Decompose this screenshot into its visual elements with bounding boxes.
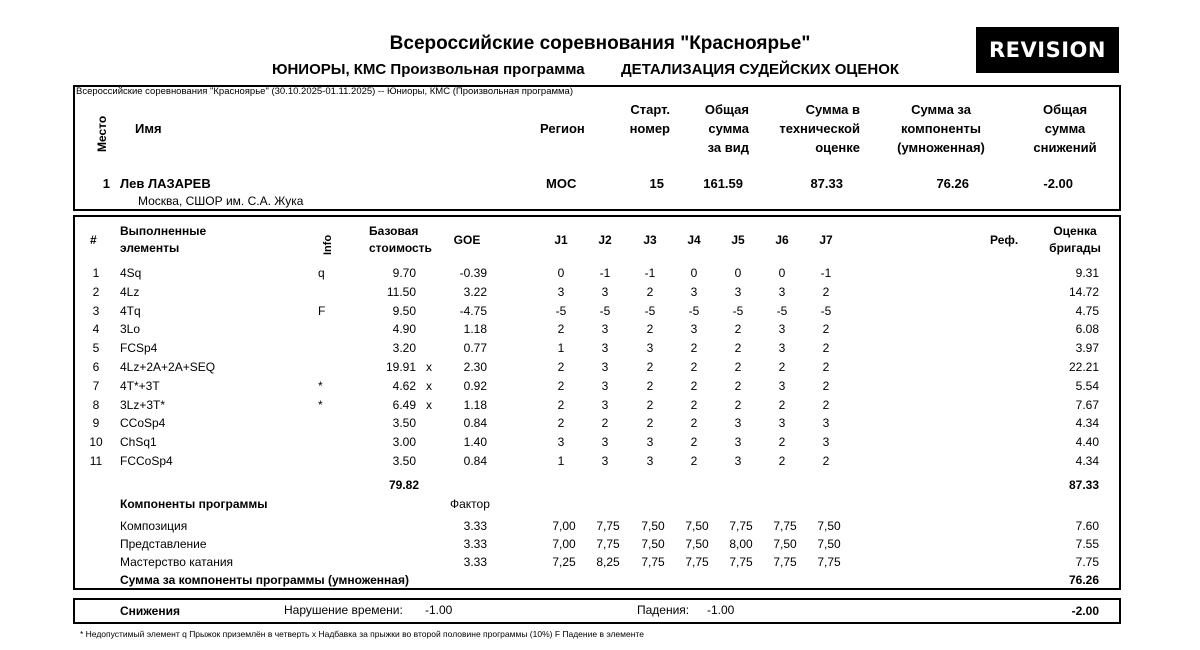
element-panel-score: 4.34: [1075, 416, 1099, 431]
element-judge-score: 3: [734, 284, 742, 299]
component-judge-score: 7,25: [552, 555, 576, 569]
element-info: *: [318, 378, 323, 393]
element-judge-score: 2: [557, 360, 565, 374]
element-panel-score: 3.97: [1075, 341, 1099, 356]
element-code: 3Lo: [120, 322, 141, 337]
element-judge-score: 3: [690, 284, 698, 299]
element-judge-score: 2: [690, 397, 698, 412]
element-code: ChSq1: [120, 435, 157, 450]
element-code: FCCoSp4: [120, 454, 173, 468]
element-judge-score: 2: [646, 416, 654, 431]
falls-label: Падения:: [637, 603, 690, 617]
component-judge-score: 7,50: [641, 519, 665, 533]
element-judge-score: 2: [646, 322, 654, 337]
element-judge-score: 2: [734, 360, 742, 374]
element-judge-score: 2: [690, 454, 698, 468]
element-judge-score: 2: [690, 360, 698, 374]
time-violation-label: Нарушение времени:: [284, 603, 403, 617]
category-title: ЮНИОРЫ, КМС Произвольная программа: [272, 61, 585, 78]
component-judge-score: 7,50: [685, 537, 709, 551]
factor-label: Фактор: [450, 497, 490, 511]
element-code: 4Tq: [120, 303, 141, 318]
elements-box: [73, 215, 1121, 590]
element-code: FCSp4: [120, 341, 158, 356]
deductions-label: Снижения: [120, 604, 180, 618]
element-judge-score: 3: [601, 397, 609, 412]
skater-deductions: -2.00: [1043, 176, 1073, 191]
element-panel-score: 4.40: [1075, 435, 1099, 450]
event-line: Всероссийские соревнования "Красноярье" (30.10.2025-01.11.2025) -- Юниоры, КМС (Произвольная программа): [76, 86, 574, 97]
element-panel-score: 14.72: [1068, 284, 1099, 299]
element-judge-score: 3: [734, 454, 742, 468]
element-number: 3: [92, 303, 100, 318]
element-base-value: 4.62: [392, 378, 416, 393]
element-code: CCoSp4: [120, 416, 166, 431]
component-judge-score: 7,75: [685, 555, 709, 569]
component-judge-score: 7,50: [641, 537, 665, 551]
element-judge-score: 3: [778, 341, 786, 356]
element-judge-score: 3: [601, 341, 609, 356]
element-judge-score: 2: [822, 360, 830, 374]
element-judge-score: 3: [646, 454, 654, 468]
skater-total: 161.59: [703, 176, 743, 191]
element-judge-score: 2: [690, 378, 698, 393]
element-judge-score: 3: [601, 322, 609, 337]
element-bonus-mark: x: [426, 378, 432, 393]
element-bonus-mark: x: [426, 360, 432, 374]
element-judge-score: 2: [778, 397, 786, 412]
element-judge-score: 2: [646, 378, 654, 393]
col-goe-header: GOE: [453, 233, 481, 247]
element-judge-score: 2: [734, 322, 742, 337]
element-goe: 2.30: [463, 360, 487, 374]
element-number: 1: [92, 266, 100, 280]
falls-value: -1.00: [707, 603, 735, 617]
element-goe: -0.39: [459, 266, 487, 280]
element-judge-score: 3: [778, 284, 786, 299]
element-judge-score: 3: [601, 284, 609, 299]
element-goe: 0.84: [463, 416, 487, 431]
element-code: 4Lz+2A+2A+SEQ: [120, 360, 216, 374]
element-judge-score: 2: [557, 397, 565, 412]
element-judge-score: -1: [820, 266, 832, 280]
component-judge-score: 7,75: [773, 519, 797, 533]
element-judge-score: -5: [732, 303, 744, 318]
col-panel-header: Оценка бригады: [1049, 224, 1101, 255]
skater-start: 15: [649, 176, 664, 191]
element-judge-score: -1: [644, 266, 656, 280]
element-code: 4Sq: [120, 266, 142, 280]
element-panel-score: 6.08: [1075, 322, 1099, 337]
judge-header: J1: [554, 233, 568, 247]
element-judge-score: 2: [557, 416, 565, 431]
col-base-header: Базовая стоимость: [369, 224, 432, 255]
element-judge-score: 1: [557, 341, 565, 356]
report-title: ДЕТАЛИЗАЦИЯ СУДЕЙСКИХ ОЦЕНОК: [621, 61, 900, 78]
element-judge-score: 2: [557, 322, 565, 337]
element-info: F: [318, 303, 326, 318]
element-panel-score: 7.67: [1075, 397, 1099, 412]
base-total: 79.82: [388, 478, 419, 492]
element-judge-score: -5: [776, 303, 788, 318]
component-judge-score: 7,75: [729, 519, 753, 533]
element-goe: 1.40: [463, 435, 487, 450]
element-judge-score: 3: [778, 416, 786, 431]
element-code: 4Lz: [120, 284, 140, 299]
element-judge-score: -5: [820, 303, 832, 318]
element-code: 3Lz+3T*: [120, 397, 166, 412]
element-judge-score: 2: [822, 322, 830, 337]
element-judge-score: 3: [557, 435, 565, 450]
component-factor: 3.33: [463, 537, 487, 551]
element-judge-score: 3: [822, 435, 830, 450]
element-number: 2: [92, 284, 100, 299]
element-number: 6: [92, 360, 100, 374]
skater-name: Лев ЛАЗАРЕВ: [120, 176, 211, 191]
page-title: Всероссийские соревнования "Красноярье": [389, 33, 811, 54]
element-goe: 3.22: [463, 284, 487, 299]
element-goe: 0.92: [463, 378, 487, 393]
component-judge-score: 7,50: [773, 537, 797, 551]
element-judge-score: 2: [734, 378, 742, 393]
skater-tes: 87.33: [810, 176, 843, 191]
element-base-value: 3.50: [392, 416, 416, 431]
element-panel-score: 5.54: [1075, 378, 1099, 393]
element-judge-score: 2: [822, 378, 830, 393]
element-judge-score: 2: [646, 284, 654, 299]
element-judge-score: 3: [601, 378, 609, 393]
component-factor: 3.33: [463, 519, 487, 533]
element-judge-score: -5: [688, 303, 700, 318]
element-judge-score: 2: [601, 416, 609, 431]
judge-header: J3: [643, 233, 657, 247]
deductions-total: -2.00: [1071, 604, 1099, 618]
element-judge-score: 0: [557, 266, 565, 280]
footnote: * Недопустимый элемент q Прыжок приземлён в четверть x Надбавка за прыжки во второй половине программы (10%) F Падение в элементе: [80, 629, 644, 639]
element-judge-score: 2: [734, 341, 742, 356]
element-judge-score: -5: [644, 303, 656, 318]
col-name-header: Имя: [135, 121, 162, 136]
judge-header: J6: [775, 233, 789, 247]
element-code: 4T*+3T: [120, 378, 160, 393]
component-judge-score: 7,75: [596, 519, 620, 533]
component-judge-score: 7,50: [817, 519, 841, 533]
element-judge-score: 2: [646, 397, 654, 412]
element-judge-score: 0: [778, 266, 786, 280]
element-goe: 1.18: [463, 322, 487, 337]
element-judge-score: 3: [822, 416, 830, 431]
component-judge-score: 7,50: [817, 537, 841, 551]
col-tes-header: Сумма в технической оценке: [779, 102, 860, 155]
element-judge-score: 3: [778, 378, 786, 393]
element-judge-score: 2: [822, 341, 830, 356]
element-judge-score: -1: [599, 266, 611, 280]
components-heading: Компоненты программы: [120, 497, 268, 511]
col-info-header: Info: [322, 234, 334, 255]
col-total-header: Общая сумма за вид: [704, 102, 749, 155]
col-region-header: Регион: [540, 121, 585, 136]
element-base-value: 9.70: [392, 266, 416, 280]
element-judge-score: 3: [601, 454, 609, 468]
judge-header: J4: [687, 233, 701, 247]
element-number: 8: [92, 397, 100, 412]
judge-header: J5: [731, 233, 745, 247]
col-elements-header: Выполненные элементы: [120, 224, 207, 255]
element-base-value: 3.00: [392, 435, 416, 450]
element-judge-score: 2: [734, 397, 742, 412]
component-judge-score: 7,75: [641, 555, 665, 569]
element-base-value: 3.50: [392, 454, 416, 468]
component-judge-score: 7,75: [773, 555, 797, 569]
component-judge-score: 7,00: [552, 519, 576, 533]
component-judge-score: 7,50: [685, 519, 709, 533]
col-start-header: Старт. номер: [629, 102, 670, 136]
element-judge-score: 0: [734, 266, 742, 280]
element-judge-score: 2: [778, 435, 786, 450]
skater-club: Москва, СШОР им. С.А. Жука: [138, 194, 304, 208]
judge-header: J7: [819, 233, 833, 247]
component-judge-score: 7,00: [552, 537, 576, 551]
element-base-value: 6.49: [392, 397, 416, 412]
element-info: *: [318, 397, 323, 412]
element-base-value: 3.20: [392, 341, 416, 356]
component-score: 7.55: [1075, 537, 1099, 551]
element-judge-score: 2: [646, 360, 654, 374]
component-name: Композиция: [120, 519, 188, 533]
skater-region: МОС: [546, 176, 577, 191]
element-judge-score: 2: [557, 378, 565, 393]
component-judge-score: 7,75: [596, 537, 620, 551]
element-panel-score: 4.34: [1075, 454, 1099, 468]
component-score: 7.60: [1075, 519, 1099, 533]
element-judge-score: 3: [734, 435, 742, 450]
element-judge-score: 2: [690, 416, 698, 431]
component-judge-score: 8,25: [596, 555, 620, 569]
element-judge-score: 1: [557, 454, 565, 468]
element-panel-score: 4.75: [1075, 303, 1099, 318]
deductions-box: [73, 598, 1121, 624]
judge-header: J2: [598, 233, 612, 247]
col-ded-header: Общая сумма снижений: [1033, 102, 1097, 155]
component-name: Мастерство катания: [120, 555, 234, 569]
element-goe: -4.75: [459, 303, 487, 318]
element-panel-score: 22.21: [1068, 360, 1099, 374]
col-pcs-header: Сумма за компоненты (умноженная): [897, 102, 985, 155]
element-judge-score: 2: [822, 397, 830, 412]
component-judge-score: 8,00: [729, 537, 753, 551]
element-goe: 0.84: [463, 454, 487, 468]
element-goe: 0.77: [463, 341, 487, 356]
element-number: 10: [89, 435, 103, 450]
element-judge-score: 2: [690, 435, 698, 450]
element-base-value: 19.91: [385, 360, 416, 374]
tes-total: 87.33: [1068, 478, 1099, 492]
element-number: 11: [89, 454, 103, 468]
element-number: 5: [92, 341, 100, 356]
component-judge-score: 7,75: [729, 555, 753, 569]
element-goe: 1.18: [463, 397, 487, 412]
element-judge-score: 3: [601, 360, 609, 374]
element-number: 7: [92, 378, 100, 393]
element-judge-score: 3: [646, 435, 654, 450]
element-judge-score: 2: [822, 284, 830, 299]
element-base-value: 11.50: [386, 284, 416, 299]
element-judge-score: 2: [778, 454, 786, 468]
component-score: 7.75: [1075, 555, 1099, 569]
element-judge-score: 0: [690, 266, 698, 280]
element-judge-score: 2: [822, 454, 830, 468]
col-place-header: Место: [95, 115, 109, 152]
element-base-value: 4.90: [392, 322, 416, 337]
element-info: q: [318, 266, 325, 280]
element-judge-score: 3: [778, 322, 786, 337]
element-judge-score: 3: [557, 284, 565, 299]
component-name: Представление: [120, 537, 207, 551]
components-sum-label: Сумма за компоненты программы (умноженная): [120, 573, 409, 587]
element-judge-score: 3: [690, 322, 698, 337]
element-bonus-mark: x: [426, 397, 432, 412]
element-base-value: 9.50: [392, 303, 416, 318]
element-judge-score: 3: [646, 341, 654, 356]
element-judge-score: 3: [734, 416, 742, 431]
col-ref-header: Реф.: [990, 233, 1019, 247]
element-number: 9: [92, 416, 100, 431]
element-judge-score: 3: [601, 435, 609, 450]
element-judge-score: 2: [690, 341, 698, 356]
col-num-header: #: [90, 233, 97, 247]
skater-place: 1: [102, 176, 110, 191]
element-number: 4: [92, 322, 100, 337]
revision-logo: REVISION: [976, 27, 1119, 73]
components-sum-value: 76.26: [1068, 573, 1099, 587]
element-judge-score: 2: [778, 360, 786, 374]
component-judge-score: 7,75: [817, 555, 841, 569]
skater-pcs: 76.26: [936, 176, 969, 191]
element-panel-score: 9.31: [1075, 266, 1099, 280]
component-factor: 3.33: [463, 555, 487, 569]
element-judge-score: -5: [599, 303, 611, 318]
element-judge-score: -5: [555, 303, 567, 318]
time-violation-value: -1.00: [425, 603, 453, 617]
